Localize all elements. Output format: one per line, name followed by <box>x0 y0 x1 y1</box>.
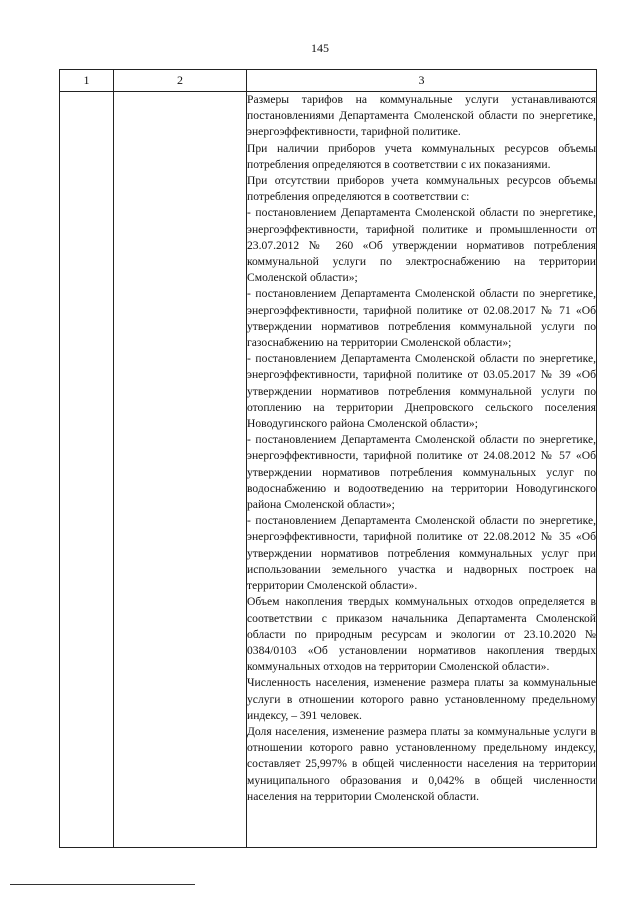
cell-col1 <box>60 92 114 848</box>
paragraph-water-norms: - постановлением Департамента Смоленской области по энергетике, энергоэффективности, тарифной политике от 24.08.2012 № 57 «Об утверждении нормативов потребления коммунальных услуг по водоснабжению и водоотведению на территории Новодугинского района Смоленской области»; <box>247 433 596 512</box>
page-number: 145 <box>311 41 329 55</box>
paragraph-population-count: Численность населения, изменение размера платы за коммунальные услуги в отношении которого равно установленному предельному индексу, – 391 человек. <box>247 676 596 722</box>
paragraph-heating-norms: - постановлением Департамента Смоленской области по энергетике, энергоэффективности, тарифной политике от 03.05.2017 № 39 «Об утверждении нормативов потребления коммунальной услуги по отоплению на территории Днепровского сельского поселения Новодугинского района Смоленской области»; <box>247 352 596 431</box>
cell-col3 <box>247 92 597 848</box>
cell-col2 <box>114 92 247 848</box>
paragraph-land-norms: - постановлением Департамента Смоленской области по энергетике, энергоэффективности, тарифной политике от 22.08.2012 № 35 «Об утверждении нормативов потребления коммунальных услуг при использовании земельного участка и надворных построек на территории Смоленской области». <box>247 514 596 593</box>
column-header-1: 1 <box>60 70 114 92</box>
paragraph-waste-volume: Объем накопления твердых коммунальных отходов определяется в соответствии с приказом начальника Департамента Смоленской области по природным ресурсам и экологии от 23.10.2020 № 0384/0103 «Об установлении нормативов накопления твердых коммунальных отходов на территории Смоленской области». <box>247 595 596 674</box>
paragraph-population-share: Доля населения, изменение размера платы за коммунальные услуги в отношении которого равно установленному предельному индексу, составляет 25,997% в общей численности населения на территории муниципального образования и 0,042% в общей численности населения на территории Смоленской области. <box>247 724 596 803</box>
paragraph-gas-norms: - постановлением Департамента Смоленской области по энергетике, энергоэффективности, тарифной политике от 02.08.2017 № 71 «Об утверждении нормативов потребления коммунальной услуги по газоснабжению на территории Смоленской области»; <box>247 287 596 350</box>
paragraph-electricity-norms: - постановлением Департамента Смоленской области по энергетике, энергоэффективности, тарифной политике и промышленности от 23.07.2012 № 260 «Об утверждении нормативов потребления коммунальной услуги по электроснабжению на территории Смоленской области»; <box>247 206 596 285</box>
footnote-divider <box>10 884 195 885</box>
column-header-3: 3 <box>247 70 597 92</box>
table-row <box>60 92 597 848</box>
paragraph-without-meters: При отсутствии приборов учета коммунальных ресурсов объемы потребления определяются в соответствии с: <box>247 174 596 204</box>
column-header-2: 2 <box>114 70 247 92</box>
document-table <box>59 69 597 848</box>
paragraph-tariff-sizes: Размеры тарифов на коммунальные услуги устанавливаются постановлениями Департамента Смоленской области по энергетике, энергоэффективности, тарифной политике. <box>247 93 596 139</box>
table-header-row <box>60 70 597 92</box>
paragraph-with-meters: При наличии приборов учета коммунальных ресурсов объемы потребления определяются в соответствии с их показаниями. <box>247 141 596 171</box>
